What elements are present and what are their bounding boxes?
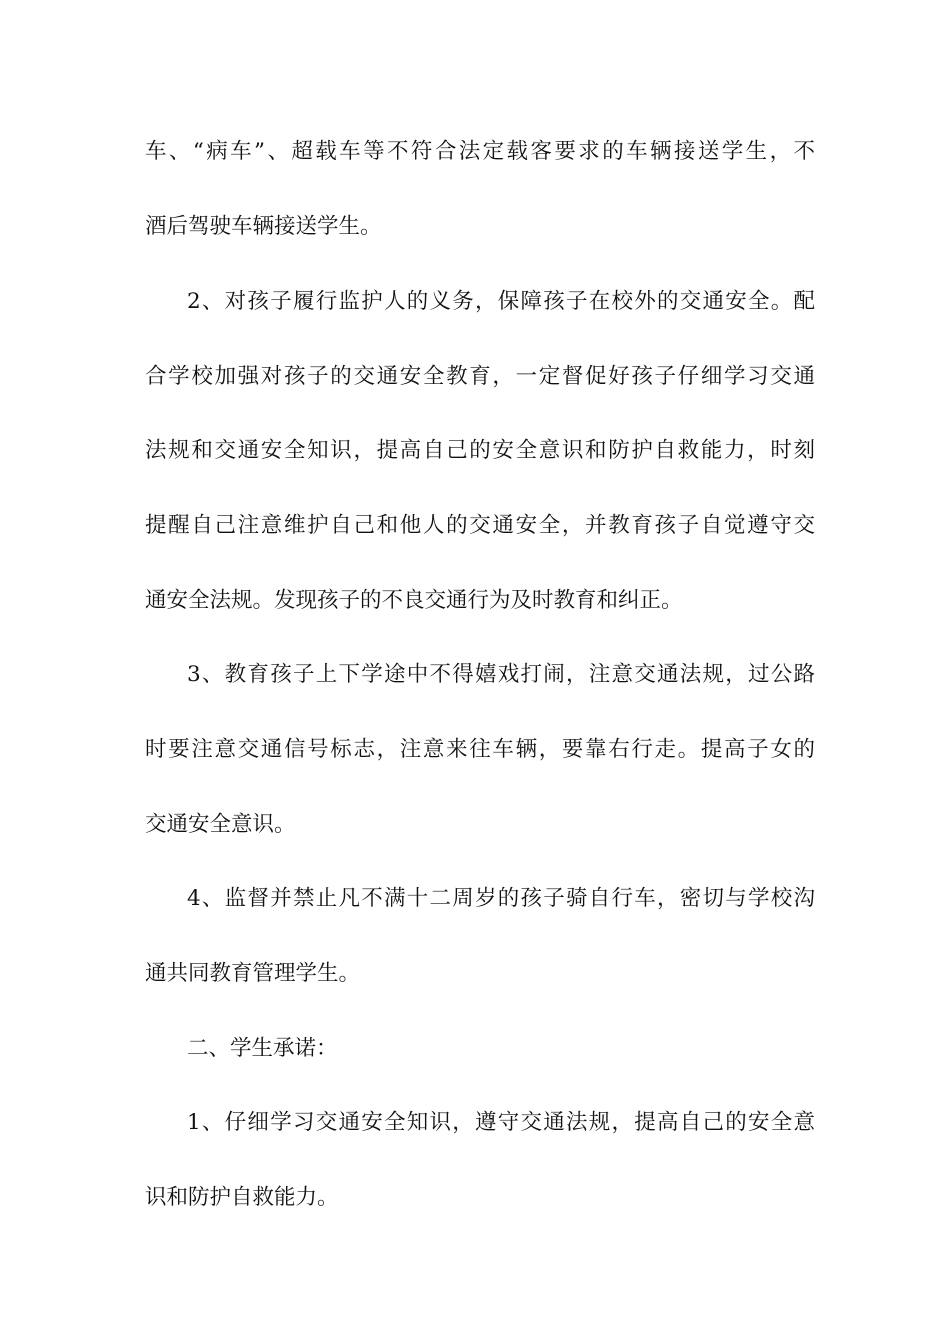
paragraph-line: 通共同教育管理学生。 bbox=[145, 961, 361, 986]
paragraph-line: 2、对孩子履行监护人的义务，保障孩子在校外的交通安全。配 bbox=[187, 289, 815, 314]
paragraph-line: 提醒自己注意维护自己和他人的交通安全，并教育孩子自觉遵守交 bbox=[145, 513, 815, 538]
paragraph-line: 识和防护自救能力。 bbox=[145, 1185, 339, 1210]
paragraph-line: 3、教育孩子上下学途中不得嬉戏打闹，注意交通法规，过公路 bbox=[187, 662, 815, 687]
paragraph-line: 交通安全意识。 bbox=[145, 812, 296, 837]
paragraph-line: 4、监督并禁止凡不满十二周岁的孩子骑自行车，密切与学校沟 bbox=[187, 886, 815, 911]
paragraph-line: 法规和交通安全知识，提高自己的安全意识和防护自救能力，时刻 bbox=[145, 438, 815, 463]
paragraph-line: 通安全法规。发现孩子的不良交通行为及时教育和纠正。 bbox=[145, 588, 683, 613]
paragraph-line: 1、仔细学习交通安全知识，遵守交通法规，提高自己的安全意 bbox=[187, 1110, 815, 1135]
paragraph-line: 酒后驾驶车辆接送学生。 bbox=[145, 214, 382, 239]
section-heading: 二、学生承诺： bbox=[187, 1036, 338, 1061]
paragraph-line: 车、“病车”、超载车等不符合法定载客要求的车辆接送学生，不 bbox=[145, 139, 815, 164]
paragraph-line: 时要注意交通信号标志，注意来往车辆，要靠右行走。提高子女的 bbox=[145, 737, 815, 762]
paragraph-line: 合学校加强对孩子的交通安全教育，一定督促好孩子仔细学习交通 bbox=[145, 364, 815, 389]
